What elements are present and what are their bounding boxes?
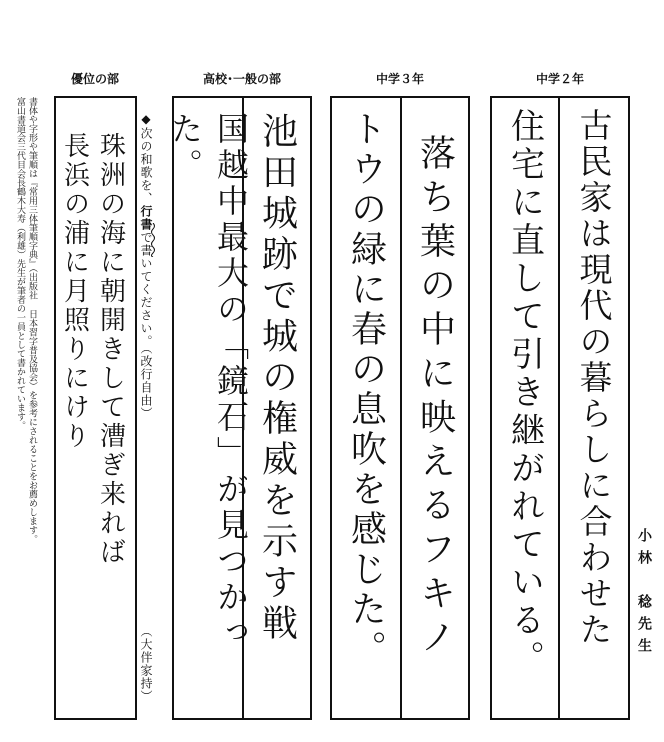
yui-author: （大伴家持） [139, 625, 153, 703]
header-chu2: 中学２年 [535, 72, 584, 86]
koukou-line1: 池田城跡で城の権威を示す戦 [242, 98, 310, 718]
reference-note-line2: 富山書道会三代目会長鶴木大寿（利雄）先生が筆者の一員として書かれています。 [15, 97, 25, 430]
chu2-box [490, 96, 630, 720]
chu3-line1: 落ち葉の中に映えるフキノ [400, 98, 468, 718]
reference-note [14, 97, 38, 657]
yui-poem-line2: 長浜の浦に月照りにけり [59, 132, 90, 451]
chu2-line2: 住宅に直して引き継がれている。 [504, 108, 545, 678]
header-yui: 優位の部 [70, 72, 119, 86]
chu3-box [330, 96, 470, 720]
yui-instruction-prefix: ◆次の和歌を、 [139, 112, 153, 205]
yui-poem-line1: 珠洲の海に朝開きして漕ぎ来れば [95, 132, 126, 567]
yui-instruction-suffix: で書いてください。（改行自由） [139, 231, 153, 420]
yui-box [54, 96, 137, 720]
chu3-line2: トウの緑に春の息吹を感じた。 [345, 110, 387, 670]
yui-instruction-bold: 行書 [139, 205, 153, 231]
koukou-box [166, 96, 312, 720]
emphasis-wave-icon [150, 223, 156, 257]
header-koukou: 高校･一般の部 [202, 72, 281, 86]
reference-note-line1: 書体や字形や筆順は『常用三体筆順字典』（出版社 日本習字普及協会）を参考にされることをお薦めします。 [27, 97, 37, 544]
teacher-name: 小林 稔先生 [636, 528, 652, 660]
yui-instruction [138, 112, 155, 472]
chu2-line1: 古民家は現代の暮らしに合わせた [558, 98, 628, 718]
header-chu3: 中学３年 [375, 72, 424, 86]
koukou-line2: 国越中最大の「鏡石」が見つかった。 [166, 112, 250, 652]
